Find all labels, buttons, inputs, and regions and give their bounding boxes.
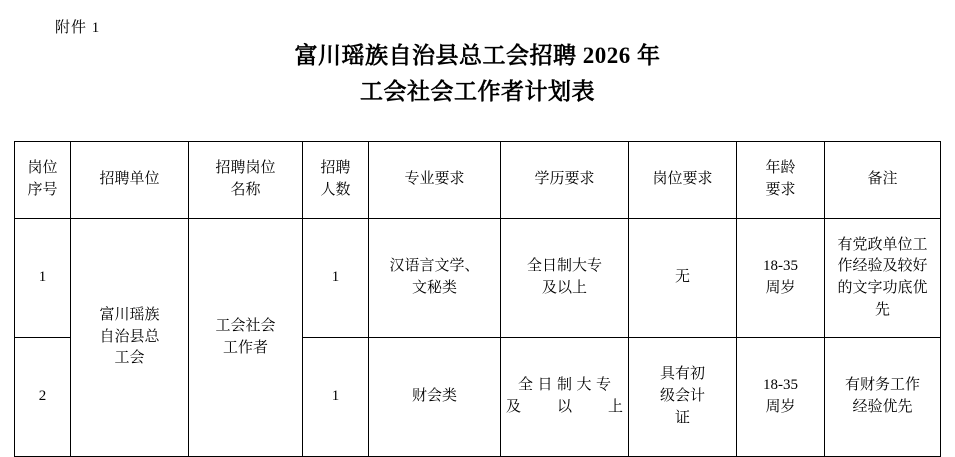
cell-count: 1	[303, 338, 369, 457]
cell-remark-line-2: 经验优先	[852, 399, 913, 415]
page-title	[0, 38, 955, 109]
table-header-age-line-1: 年龄	[765, 160, 796, 177]
page-title-line-2: 工会社会工作者计划表	[360, 78, 595, 104]
cell-major	[369, 219, 501, 338]
cell-post-requirement-line-2: 级会计	[659, 388, 705, 405]
cell-post-requirement-line-3: 证	[674, 409, 690, 426]
table-header-count	[303, 142, 369, 219]
table-header-education	[501, 142, 629, 219]
table-header-seq-line-2: 序号	[27, 182, 58, 198]
table-header-remark	[825, 142, 941, 219]
table-header-age	[737, 142, 825, 219]
cell-remark-line-1: 有党政单位工	[837, 236, 928, 253]
table-header-unit-line-1: 招聘单位	[99, 171, 160, 188]
cell-unit-line-1: 富川瑶族	[99, 306, 160, 323]
cell-education-line-1: 全日制大专	[526, 258, 602, 275]
cell-remark-line-3: 的文字功底优	[837, 280, 928, 296]
cell-education-line-2: 及以上	[506, 399, 623, 415]
table-header-education-line-1: 学历要求	[534, 171, 595, 188]
cell-age-line-2: 周岁	[765, 399, 796, 415]
cell-major-line-1: 财会类	[411, 388, 457, 405]
cell-education	[501, 219, 629, 338]
table-header-major-line-1: 专业要求	[404, 171, 465, 188]
cell-remark-line-2: 作经验及较好	[837, 258, 928, 275]
cell-age	[737, 219, 825, 338]
table-header-post-name	[189, 142, 303, 219]
cell-age-line-2: 周岁	[765, 280, 796, 296]
cell-count: 1	[303, 219, 369, 338]
cell-remark-line-4: 先	[874, 301, 890, 318]
table-header-post-requirement-line-1: 岗位要求	[652, 171, 713, 188]
table-header-major	[369, 142, 501, 219]
cell-post-requirement	[629, 219, 737, 338]
cell-post-name-line-1: 工会社会	[215, 317, 276, 334]
cell-unit-line-2: 自治县总	[99, 328, 160, 345]
table-header-unit	[71, 142, 189, 219]
table-header-post-name-line-1: 招聘岗位	[215, 160, 276, 177]
cell-education	[501, 338, 629, 457]
table-header-count-line-1: 招聘	[320, 160, 351, 177]
recruitment-plan-table	[14, 141, 941, 457]
cell-education-line-1: 全日制大专	[518, 377, 611, 394]
table-header-seq	[15, 142, 71, 219]
table-header-row	[15, 142, 941, 219]
cell-seq: 2	[15, 338, 71, 457]
attachment-label: 附件 1	[55, 20, 101, 36]
table-header-seq-line-1: 岗位	[27, 160, 58, 177]
table-header-count-line-2: 人数	[320, 182, 351, 198]
cell-major-line-1: 汉语言文学、	[389, 258, 480, 275]
cell-seq: 1	[15, 219, 71, 338]
cell-unit-line-3: 工会	[114, 350, 145, 367]
table-header-remark-line-1: 备注	[867, 171, 898, 188]
cell-major-line-2: 文秘类	[411, 280, 457, 296]
cell-age-line-1: 18-35	[763, 377, 798, 394]
cell-post-requirement-line-1: 具有初	[659, 366, 705, 383]
cell-age-line-1: 18-35	[763, 258, 798, 275]
cell-remark	[825, 338, 941, 457]
cell-post-requirement-line-1: 无	[674, 269, 690, 286]
cell-age	[737, 338, 825, 457]
cell-unit	[71, 219, 189, 457]
table-header-post-requirement	[629, 142, 737, 219]
table-row	[15, 219, 941, 338]
cell-education-line-2: 及以上	[541, 280, 587, 296]
table-header-age-line-2: 要求	[765, 182, 796, 198]
cell-remark	[825, 219, 941, 338]
cell-post-name-line-2: 工作者	[222, 339, 268, 356]
cell-post-requirement	[629, 338, 737, 457]
table-header-post-name-line-2: 名称	[230, 182, 261, 198]
cell-remark-line-1: 有财务工作	[844, 377, 920, 394]
cell-post-name	[189, 219, 303, 457]
page-title-line-1: 富川瑶族自治县总工会招聘 2026 年	[294, 43, 661, 68]
cell-major	[369, 338, 501, 457]
